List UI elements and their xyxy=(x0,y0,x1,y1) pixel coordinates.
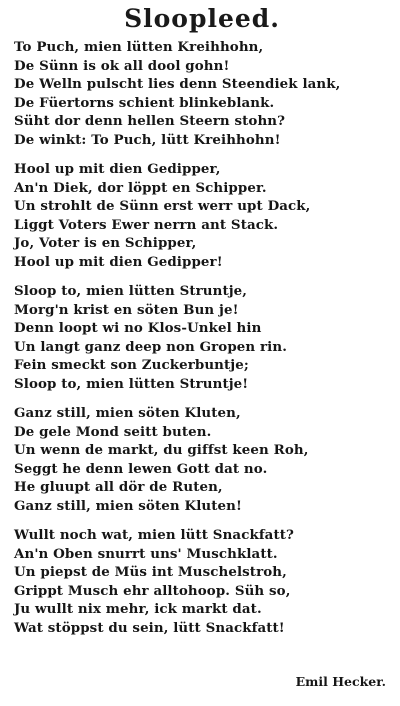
poem-line: De Welln pulscht lies denn Steendiek lank, xyxy=(14,76,341,92)
poem-line: Ganz still, mien söten Kluten, xyxy=(14,405,241,421)
poem-line: He gluupt all dör de Ruten, xyxy=(14,479,223,495)
poem-line: Ju wullt nix mehr, ick markt dat. xyxy=(14,601,262,617)
stanza-3 xyxy=(14,282,390,393)
stanza-4 xyxy=(14,404,390,515)
poem-line: Wat stöppst du sein, lütt Snackfatt! xyxy=(14,619,285,636)
poem-line: Süht dor denn hellen Steern stohn? xyxy=(14,113,286,129)
poem-title: Sloopleed. xyxy=(124,4,280,33)
poem-line: De Füertorns schient blinkeblank. xyxy=(14,94,275,111)
poem-line: Hool up mit dien Gedipper! xyxy=(14,253,223,270)
poem-line: Un strohlt de Sünn erst werr upt Dack, xyxy=(14,198,311,214)
stanza-5 xyxy=(14,526,390,637)
poem-line: Denn loopt wi no Klos-Unkel hin xyxy=(14,320,262,336)
poem-line: De Sünn is ok all dool gohn! xyxy=(14,57,230,74)
poem-line: Ganz still, mien söten Kluten! xyxy=(14,497,242,514)
poem-line: De winkt: To Puch, lütt Kreihhohn! xyxy=(14,131,281,148)
stanza-1 xyxy=(14,38,390,149)
poem-line: Wullt noch wat, mien lütt Snackfatt? xyxy=(14,527,294,543)
poem-line: Sloop to, mien lütten Struntje, xyxy=(14,283,248,299)
author-signature: Emil Hecker. xyxy=(295,674,386,689)
poem-line: An'n Oben snurrt uns' Muschklatt. xyxy=(14,545,278,562)
poem-line: Hool up mit dien Gedipper, xyxy=(14,161,221,177)
poem-line: Seggt he denn lewen Gott dat no. xyxy=(14,460,268,477)
poem-line: Un piepst de Müs int Muschelstroh, xyxy=(14,564,287,580)
poem-line: Un langt ganz deep non Gropen rin. xyxy=(14,338,287,355)
poem-line: Sloop to, mien lütten Struntje! xyxy=(14,375,249,392)
stanza-2 xyxy=(14,160,390,271)
poem-line: Un wenn de markt, du giffst keen Roh, xyxy=(14,442,309,458)
poem-line: Liggt Voters Ewer nerrn ant Stack. xyxy=(14,216,279,233)
poem-line: Fein smeckt son Zuckerbuntje; xyxy=(14,357,249,373)
poem-line: Morg'n krist en söten Bun je! xyxy=(14,301,239,318)
poem-line: De gele Mond seitt buten. xyxy=(14,423,212,440)
poem-line: An'n Diek, dor löppt en Schipper. xyxy=(14,179,267,196)
poem-line: Jo, Voter is en Schipper, xyxy=(14,235,197,251)
poem-line: To Puch, mien lütten Kreihhohn, xyxy=(14,39,264,55)
poem-line: Grippt Musch ehr alltohoop. Süh so, xyxy=(14,582,291,599)
